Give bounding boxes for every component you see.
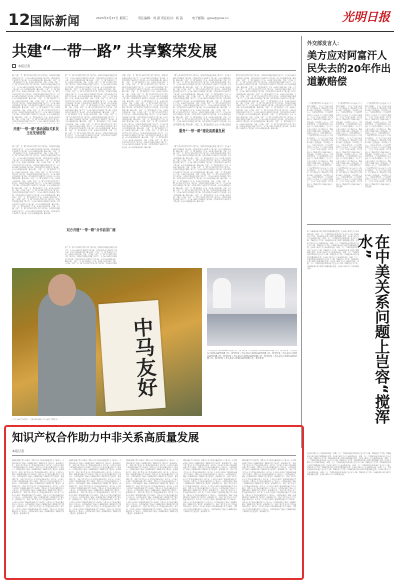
commentary-column-1: 近期，美方一些政客频频在涉华问题上发表不实言论，企图搅乱中美关系，这种做法既不利于两国关系健康稳定发展，也无助于解决美方自身面临的问题。 近期，美方一些政客频频在涉华问题上发表不实言论，企图搅乱中美关系，这种做法既不利于两国关系健康稳定发展，也无助于解决美方自身面临的问题。 近期，美方一些政客频频在涉华问题上发表不实言论，企图搅乱中美关系，这种做法既不利于两国关系健康稳定发展，也无助于解决美方自身面临的问题。 近期，美方一些政客频频在涉华问题上发表不实言论，企图搅乱中美关系，这种做法既不利于两国关系健康稳定发展，也无助于解决美方自身面临的问题。 近期，美方一些政客频频在涉华问题上发表不实言论，企图搅乱中美关系，这种做法既不利于两国关系健康稳定发展，也无助于解决美方自身面临的问题。 近期，美方一些政客频频在涉华问题上发表不实言论，企图搅乱中美关系，这种做法既不利于两国关系健康稳定发展，也无助于解决美方自身面临的问题。 近期，美方一些政客频频在涉华问题上发表不实言论，企图搅乱中美关系，这种做法既不利于两国关系健康稳定发展，也无助于解决美方自身面临的问题。 近期，美方一些政客频频在涉华问题上发表不实言论，企图搅乱中美关系，这种做法既不利于两国关系健康稳定发展，也无助于解决美方自身面临的问题。 (307, 230, 359, 271)
lead-headline: 共建“一带一路” 共享繁荣发展 (12, 42, 217, 60)
feature-column-4: 知识产权合作是中非合作的重要组成部分。近年来，中非双方在知识产权领域的交流合作日益密切，为推动中非关系高质量发展注入了新动力。中国国家知识产权局与非洲地区知识产权组织开展了多层次、多领域的合作。 知识产权合作是中非合作的重要组成部分。近年来，中非双方在知识产权领域的交流合作日益密切，为推动中非关系高质量发展注入了新动力。中国国家知识产权局与非洲地区知识产权组织开展了多层次、多领域的合作。 知识产权合作是中非合作的重要组成部分。近年来，中非双方在知识产权领域的交流合作日益密切，为推动中非关系高质量发展注入了新动力。中国国家知识产权局与非洲地区知识产权组织开展了多层次、多领域的合作。 知识产权合作是中非合作的重要组成部分。近年来，中非双方在知识产权领域的交流合作日益密切，为推动中非关系高质量发展注入了新动力。中国国家知识产权局与非洲地区知识产权组织开展了多层次、多领域的合作。 知识产权合作是中非合作的重要组成部分。近年来，中非双方在知识产权领域的交流合作日益密切，为推动中非关系高质量发展注入了新动力。中国国家知识产权局与非洲地区知识产权组织开展了多层次、多领域的合作。 知识产权合作是中非合作的重要组成部分。近年来，中非双方在知识产权领域的交流合作日益密切，为推动中非关系高质量发展注入了新动力。中国国家知识产权局与非洲地区知识产权组织开展了多层次、多领域的合作。 知识产权合作是中非合作的重要组成部分。近年来，中非双方在知识产权领域的交流合作日益密切，为推动中非关系高质量发展注入了新动力。中国国家知识产权局与非洲地区知识产权组织开展了多层次、多领域的合作。 知识产权合作是中非合作的重要组成部分。近年来，中非双方在知识产权领域的交流合作日益密切，为推动中非关系高质量发展注入了新动力。中国国家知识产权局与非洲地区知识产权组织开展了多层次、多领域的合作。 (183, 459, 237, 513)
lead-column-4b: 共建“一带一路”倡议提出十年来，从亚欧大陆到非洲、美洲、大洋洲，共建“一带一路”为世界经济增长开辟了新空间，为国际贸易和投资搭建了新平台，为完善全球经济治理拓展了新实践，为增进各国民生福祉作出了新贡献，成为共同的机遇之路、繁荣之路。 共建“一带一路”倡议提出十年来，从亚欧大陆到非洲、美洲、大洋洲，共建“一带一路”为世界经济增长开辟了新空间，为国际贸易和投资搭建了新平台，为完善全球经济治理拓展了新实践，为增进各国民生福祉作出了新贡献，成为共同的机遇之路、繁荣之路。 共建“一带一路”倡议提出十年来，从亚欧大陆到非洲、美洲、大洋洲，共建“一带一路”为世界经济增长开辟了新空间，为国际贸易和投资搭建了新平台，为完善全球经济治理拓展了新实践，为增进各国民生福祉作出了新贡献，成为共同的机遇之路、繁荣之路。 共建“一带一路”倡议提出十年来，从亚欧大陆到非洲、美洲、大洋洲，共建“一带一路”为世界经济增长开辟了新空间，为国际贸易和投资搭建了新平台，为完善全球经济治理拓展了新实践，为增进各国民生福祉作出了新贡献，成为共同的机遇之路、繁荣之路。 共建“一带一路”倡议提出十年来，从亚欧大陆到非洲、美洲、大洋洲，共建“一带一路”为世界经济增长开辟了新空间，为国际贸易和投资搭建了新平台，为完善全球经济治理拓展了新实践，为增进各国民生福祉作出了新贡献，成为共同的机遇之路、繁荣之路。 共建“一带一路”倡议提出十年来，从亚欧大陆到非洲、美洲、大洋洲，共建“一带一路”为世界经济增长开辟了新空间，为国际贸易和投资搭建了新平台，为完善全球经济治理拓展了新实践，为增进各国民生福祉作出了新贡献，成为共同的机遇之路、繁荣之路。 共建“一带一路”倡议提出十年来，从亚欧大陆到非洲、美洲、大洋洲，共建“一带一路”为世界经济增长开辟了新空间，为国际贸易和投资搭建了新平台，为完善全球经济治理拓展了新实践，为增进各国民生福祉作出了新贡献，成为共同的机遇之路、繁荣之路。 共建“一带一路”倡议提出十年来，从亚欧大陆到非洲、美洲、大洋洲，共建“一带一路”为世界经济增长开辟了新空间，为国际贸易和投资搭建了新平台，为完善全球经济治理拓展了新实践，为增进各国民生福祉作出了新贡献，成为共同的机遇之路、繁荣之路。 (173, 145, 231, 204)
editor-line: 责任编辑：刘 颖 责任校对：杨 茜 (138, 16, 183, 20)
person-head (48, 274, 76, 306)
lead-subhead-3: 双方共建“一带一路”合作前景广阔 (66, 228, 116, 232)
masthead-divider (6, 31, 394, 32)
lab-worker-1 (213, 278, 231, 308)
photo-lab (207, 268, 297, 346)
lead-byline: 本报记者 (12, 64, 30, 68)
lead-column-2b: 共建“一带一路”倡议提出十年来，从亚欧大陆到非洲、美洲、大洋洲，共建“一带一路”为世界经济增长开辟了新空间，为国际贸易和投资搭建了新平台，为完善全球经济治理拓展了新实践，为增进各国民生福祉作出了新贡献，成为共同的机遇之路、繁荣之路。 共建“一带一路”倡议提出十年来，从亚欧大陆到非洲、美洲、大洋洲，共建“一带一路”为世界经济增长开辟了新空间，为国际贸易和投资搭建了新平台，为完善全球经济治理拓展了新实践，为增进各国民生福祉作出了新贡献，成为共同的机遇之路、繁荣之路。 共建“一带一路”倡议提出十年来，从亚欧大陆到非洲、美洲、 (65, 246, 117, 264)
feature-column-3: 知识产权合作是中非合作的重要组成部分。近年来，中非双方在知识产权领域的交流合作日益密切，为推动中非关系高质量发展注入了新动力。中国国家知识产权局与非洲地区知识产权组织开展了多层次、多领域的合作。 知识产权合作是中非合作的重要组成部分。近年来，中非双方在知识产权领域的交流合作日益密切，为推动中非关系高质量发展注入了新动力。中国国家知识产权局与非洲地区知识产权组织开展了多层次、多领域的合作。 知识产权合作是中非合作的重要组成部分。近年来，中非双方在知识产权领域的交流合作日益密切，为推动中非关系高质量发展注入了新动力。中国国家知识产权局与非洲地区知识产权组织开展了多层次、多领域的合作。 知识产权合作是中非合作的重要组成部分。近年来，中非双方在知识产权领域的交流合作日益密切，为推动中非关系高质量发展注入了新动力。中国国家知识产权局与非洲地区知识产权组织开展了多层次、多领域的合作。 知识产权合作是中非合作的重要组成部分。近年来，中非双方在知识产权领域的交流合作日益密切，为推动中非关系高质量发展注入了新动力。中国国家知识产权局与非洲地区知识产权组织开展了多层次、多领域的合作。 知识产权合作是中非合作的重要组成部分。近年来，中非双方在知识产权领域的交流合作日益密切，为推动中非关系高质量发展注入了新动力。中国国家知识产权局与非洲地区知识产权组织开展了多层次、多领域的合作。 知识产权合作是中非合作的重要组成部分。近年来，中非双方在知识产权领域的交流合作日益密切，为推动中非关系高质量发展注入了新动力。中国国家知识产权局与非洲地区知识产权组织开展了多层次、多领域的合作。 知识产权合作是中非合作的重要组成部分。近年来，中非双方在知识产权领域的交流合作日益密切，为推动中非关系高质量发展注入了新动力。中国国家知识产权局与非洲地区知识产权组织开展了多层次、多领域的合作。 (126, 459, 178, 516)
lead-column-1b: 共建“一带一路”倡议提出十年来，从亚欧大陆到非洲、美洲、大洋洲，共建“一带一路”为世界经济增长开辟了新空间，为国际贸易和投资搭建了新平台，为完善全球经济治理拓展了新实践，为增进各国民生福祉作出了新贡献，成为共同的机遇之路、繁荣之路。 共建“一带一路”倡议提出十年来，从亚欧大陆到非洲、美洲、大洋洲，共建“一带一路”为世界经济增长开辟了新空间，为国际贸易和投资搭建了新平台，为完善全球经济治理拓展了新实践，为增进各国民生福祉作出了新贡献，成为共同的机遇之路、繁荣之路。 共建“一带一路”倡议提出十年来，从亚欧大陆到非洲、美洲、大洋洲，共建“一带一路”为世界经济增长开辟了新空间，为国际贸易和投资搭建了新平台，为完善全球经济治理拓展了新实践，为增进各国民生福祉作出了新贡献，成为共同的机遇之路、繁荣之路。 共建“一带一路”倡议提出十年来，从亚欧大陆到非洲、美洲、大洋洲，共建“一带一路”为世界经济增长开辟了新空间，为国际贸易和投资搭建了新平台，为完善全球经济治理拓展了新实践，为增进各国民生福祉作出了新贡献，成为共同的机遇之路、繁荣之路。 共建“一带一路”倡议提出十年来，从亚欧大陆到非洲、美洲、大洋洲，共建“一带一路”为世界经济增长开辟了新空间，为国际贸易和投资搭建了新平台，为完善全球经济治理拓展了新实践，为增进各国民生福祉作出了新贡献，成为共同的机遇之路、繁荣之路。 共建“一带一路”倡议提出十年来，从亚欧大陆到非洲、美洲、大洋洲，共建“一带一路”为世界经济增长开辟了新空间，为国际贸易和投资搭建了新平台，为完善全球经济治理拓展了新实践，为增进各国民生福祉作出了新贡献，成为共同的机遇之路、繁荣之路。 共建“一带一路”倡议提出十年来，从亚欧大陆到非洲、美洲、大洋洲，共建“一带一路”为世界经济增长开辟了新空间，为国际贸易和投资搭建了新平台，为完善全球经济治理拓展了新实践，为增进各国民生福祉作出了新贡献，成为共同的机遇之路、繁荣之路。 共建“一带一路”倡议提出十年来，从亚欧大陆到非洲、美洲、大洋洲，共建“一带一路”为世界经济增长开辟了新空间，为国际贸易和投资搭建了新平台，为完善全球经济治理拓展了新实践，为增进各国民生福祉作出了新贡献，成为共同的机遇之路、繁荣之路。 (12, 145, 60, 215)
contact-line: 电子邮箱：gjxw@gmw.cn (192, 16, 229, 20)
feature-column-1: 知识产权合作是中非合作的重要组成部分。近年来，中非双方在知识产权领域的交流合作日益密切，为推动中非关系高质量发展注入了新动力。中国国家知识产权局与非洲地区知识产权组织开展了多层次、多领域的合作。 知识产权合作是中非合作的重要组成部分。近年来，中非双方在知识产权领域的交流合作日益密切，为推动中非关系高质量发展注入了新动力。中国国家知识产权局与非洲地区知识产权组织开展了多层次、多领域的合作。 知识产权合作是中非合作的重要组成部分。近年来，中非双方在知识产权领域的交流合作日益密切，为推动中非关系高质量发展注入了新动力。中国国家知识产权局与非洲地区知识产权组织开展了多层次、多领域的合作。 知识产权合作是中非合作的重要组成部分。近年来，中非双方在知识产权领域的交流合作日益密切，为推动中非关系高质量发展注入了新动力。中国国家知识产权局与非洲地区知识产权组织开展了多层次、多领域的合作。 知识产权合作是中非合作的重要组成部分。近年来，中非双方在知识产权领域的交流合作日益密切，为推动中非关系高质量发展注入了新动力。中国国家知识产权局与非洲地区知识产权组织开展了多层次、多领域的合作。 知识产权合作是中非合作的重要组成部分。近年来，中非双方在知识产权领域的交流合作日益密切，为推动中非关系高质量发展注入了新动力。中国国家知识产权局与非洲地区知识产权组织开展了多层次、多领域的合作。 知识产权合作是中非合作的重要组成部分。近年来，中非双方在知识产权领域的交流合作日益密切，为推动中非关系高质量发展注入了新动力。中国国家知识产权局与非洲地区知识产权组织开展了多层次、多领域的合作。 知识产权合作是中非合作的重要组成部分。近年来，中非双方在知识产权领域的交流合作日益密切，为推动中非关系高质量发展注入了新动力。中国国家知识产权局与非洲地区知识产权组织开展了多层次、多领域的合作。 (12, 459, 64, 516)
calligraphy-text: 中马友好 (129, 316, 159, 399)
lab-worker-2 (265, 274, 285, 308)
feature-headline: 知识产权合作助力中非关系高质量发展 (12, 431, 199, 444)
lead-column-5: 共建“一带一路”倡议提出十年来，从亚欧大陆到非洲、美洲、大洋洲，共建“一带一路”为世界经济增长开辟了新空间，为国际贸易和投资搭建了新平台，为完善全球经济治理拓展了新实践，为增进各国民生福祉作出了新贡献，成为共同的机遇之路、繁荣之路。 共建“一带一路”倡议提出十年来，从亚欧大陆到非洲、美洲、大洋洲，共建“一带一路”为世界经济增长开辟了新空间，为国际贸易和投资搭建了新平台，为完善全球经济治理拓展了新实践，为增进各国民生福祉作出了新贡献，成为共同的机遇之路、繁荣之路。 共建“一带一路”倡议提出十年来，从亚欧大陆到非洲、美洲、大洋洲，共建“一带一路”为世界经济增长开辟了新空间，为国际贸易和投资搭建了新平台，为完善全球经济治理拓展了新实践，为增进各国民生福祉作出了新贡献，成为共同的机遇之路、繁荣之路。 共建“一带一路”倡议提出十年来，从亚欧大陆到非洲、美洲、大洋洲，共建“一带一路”为世界经济增长开辟了新空间，为国际贸易和投资搭建了新平台，为完善全球经济治理拓展了新实践，为增进各国民生福祉作出了新贡献，成为共同的机遇之路、繁荣之路。 共建“一带一路”倡议提出十年来，从亚欧大陆到非洲、美洲、大洋洲，共建“一带一路”为世界经济增长开辟了新空间，为国际贸易和投资搭建了新平台，为完善全球经济治理拓展了新实践，为增进各国民生福祉作出了新贡献，成为共同的机遇之路、繁荣之路。 共建“一带一路”倡议提出十年来，从亚欧大陆到非洲、美洲、大洋洲，共建“一带一路”为世界经济增长开辟了新空间，为国际贸易和投资搭建了新平台，为完善全球经济治理拓展了新实践，为增进各国民生福祉作出了新贡献，成为共同的机遇之路、繁荣之路。 共建“一带一路”倡议提出十年来，从亚欧大陆到非洲、美洲、大洋洲，共建“一带一路”为世界经济增长开辟了新空间，为国际贸易和投资搭建了新平台，为完善全球经济治理拓展了新实践，为增进各国民生福祉作出了新贡献，成为共同的机遇之路、繁荣之路。 共建“一带一路”倡议提出十年来，从亚欧大陆到非洲、美洲、大洋洲，共建“一带一路”为世界经济增长开辟了新空间，为国际贸易和投资搭建了新平台，为完善全球经济治理拓展了新实践，为增进各国民生福祉作出了新贡献，成为共同的机遇之路、繁荣之路。 (236, 74, 296, 131)
sidebar-column-3: 外交部发言人表示，美国在阿富汗的二十年战争给阿富汗人民造成了巨大的伤害和损失，美方应当正视自身责任，切实采取行动，帮助阿富汗实现和平稳定与发展重建。 外交部发言人表示，美国在阿富汗的二十年战争给阿富汗人民造成了巨大的伤害和损失，美方应当正视自身责任，切实采取行动，帮助阿富汗实现和平稳定与发展重建。 外交部发言人表示，美国在阿富汗的二十年战争给阿富汗人民造成了巨大的伤害和损失，美方应当正视自身责任，切实采取行动，帮助阿富汗实现和平稳定与发展重建。 外交部发言人表示，美国在阿富汗的二十年战争给阿富汗人民造成了巨大的伤害和损失，美方应当正视自身责任，切实采取行动，帮助阿富汗实现和平稳定与发展重建。 外交部发言人表示，美国在阿富汗的二十年战争给阿富汗人民造成了巨大的伤害和损失，美方应当正视自身责任，切实采取行动，帮助阿富汗实现和平稳定与发展重建。 外交部发言人表示，美国在阿富汗的二十年战争给阿富汗人民造成了巨大的伤害和损失，美方应当正视自身责任，切实采取行动，帮助阿富汗实现和平稳定与发展重建。 外交部发言人表示，美国在阿富汗的二十年战争给阿富汗人民造成了巨大的伤害和损失，美方应当正视自身责任，切实采取行动，帮助阿富汗实现和平稳定与发展重建。 外交部发言人表示，美国在阿富汗的二十年战争给阿富汗人民造成了巨大的伤害和损失，美方应当正视自身责任，切实采取行动，帮助阿富汗实现和平稳定与发展重建。 (365, 102, 391, 188)
photo-right-caption: 工作人员在实验室内进行检测工作。新华社发 工作人员在实验室内进行检测工作。新华社发 工作人员在实验室内进行检测工作。新华社发 工作人员在实验室内进行检测工作。新华社发 工作人员在实验室内进行检测工作。新华社发 工作人员在实验室内进行检测工作。新华社发 工作人员在实验室内进行检测工作。新华社发 工作人员在实验室内进行检测工作。新华社发 (207, 350, 297, 361)
masthead (6, 6, 394, 32)
feature-byline: 本报记者 (12, 449, 25, 453)
lead-column-3: 共建“一带一路”倡议提出十年来，从亚欧大陆到非洲、美洲、大洋洲，共建“一带一路”为世界经济增长开辟了新空间，为国际贸易和投资搭建了新平台，为完善全球经济治理拓展了新实践，为增进各国民生福祉作出了新贡献，成为共同的机遇之路、繁荣之路。 共建“一带一路”倡议提出十年来，从亚欧大陆到非洲、美洲、大洋洲，共建“一带一路”为世界经济增长开辟了新空间，为国际贸易和投资搭建了新平台，为完善全球经济治理拓展了新实践，为增进各国民生福祉作出了新贡献，成为共同的机遇之路、繁荣之路。 共建“一带一路”倡议提出十年来，从亚欧大陆到非洲、美洲、大洋洲，共建“一带一路”为世界经济增长开辟了新空间，为国际贸易和投资搭建了新平台，为完善全球经济治理拓展了新实践，为增进各国民生福祉作出了新贡献，成为共同的机遇之路、繁荣之路。 共建“一带一路”倡议提出十年来，从亚欧大陆到非洲、美洲、大洋洲，共建“一带一路”为世界经济增长开辟了新空间，为国际贸易和投资搭建了新平台，为完善全球经济治理拓展了新实践，为增进各国民生福祉作出了新贡献，成为共同的机遇之路、繁荣之路。 共建“一带一路”倡议提出十年来，从亚欧大陆到非洲、美洲、大洋洲，共建“一带一路”为世界经济增长开辟了新空间，为国际贸易和投资搭建了新平台，为完善全球经济治理拓展了新实践，为增进各国民生福祉作出了新贡献，成为共同的机遇之路、繁荣之路。 共建“一带一路”倡议提出十年来，从亚欧大陆到非洲、美洲、大洋洲，共建“一带一路”为世界经济增长开辟了新空间，为国际贸易和投资搭建了新平台，为完善全球经济治理拓展了新实践，为增进各国民生福祉作出了新贡献，成为共同的机遇之路、繁荣之路。 共建“一带一路”倡议提出十年来，从亚欧大陆到非洲、美洲、大洋洲，共建“一带一路”为世界经济增长开辟了新空间，为国际贸易和投资搭建了新平台，为完善全球经济治理拓展了新实践，为增进各国民生福祉作出了新贡献，成为共同的机遇之路、繁荣之路。 共建“一带一路”倡议提出十年来，从亚欧大陆到非洲、美洲、大洋洲，共建“一带一路”为世界经济增长开辟了新空间，为国际贸易和投资搭建了新平台，为完善全球经济治理拓展了新实践，为增进各国民生福祉作出了新贡献，成为共同的机遇之路、繁荣之路。 (122, 74, 168, 149)
byline-icon (12, 64, 16, 68)
commentary-column-2: 近期，美方一些政客频频在涉华问题上发表不实言论，企图搅乱中美关系，这种做法既不利于两国关系健康稳定发展，也无助于解决美方自身面临的问题。 近期，美方一些政客频频在涉华问题上发表不实言论，企图搅乱中美关系，这种做法既不利于两国关系健康稳定发展，也无助于解决美方自身面临的问题。 近期，美方一些政客频频在涉华问题上发表不实言论，企图搅乱中美关系，这种做法既不利于两国关系健康稳定发展，也无助于解决美方自身面临的问题。 近期，美方一些政客频频在涉华问题上发表不实言论，企图搅乱中美关系，这种做法既不利于两国关系健康稳定发展，也无助于解决美方自身面临的问题。 近期，美方一些政客频频在涉华问题上发表不实言论，企图搅乱中美关系，这种做法既不利于两国关系健康稳定发展，也无助于解决美方自身面临的问题。 近期，美方一些政客频频在涉华问题上发表不实言论，企图搅乱中美关系，这种做法既不利于两国关系健康稳定发展，也无助于解决美方自身面临的问题。 近期，美方一些政客频频在涉华问题上发表不实言论，企图搅乱中美关系，这种做法既不利于两国关系健康稳定发展，也无助于解决美方自身面临的问题。 近期，美方一些政客频频在涉华问题上发表不实言论，企图搅乱中美关系，这种做法既不利于两国关系健康稳定发展，也无助于解决美方自身面临的问题。 (307, 452, 391, 476)
lead-column-2a: 共建“一带一路”倡议提出十年来，从亚欧大陆到非洲、美洲、大洋洲，共建“一带一路”为世界经济增长开辟了新空间，为国际贸易和投资搭建了新平台，为完善全球经济治理拓展了新实践，为增进各国民生福祉作出了新贡献，成为共同的机遇之路、繁荣之路。 共建“一带一路”倡议提出十年来，从亚欧大陆到非洲、美洲、大洋洲，共建“一带一路”为世界经济增长开辟了新空间，为国际贸易和投资搭建了新平台，为完善全球经济治理拓展了新实践，为增进各国民生福祉作出了新贡献，成为共同的机遇之路、繁荣之路。 共建“一带一路”倡议提出十年来，从亚欧大陆到非洲、美洲、大洋洲，共建“一带一路”为世界经济增长开辟了新空间，为国际贸易和投资搭建了新平台，为完善全球经济治理拓展了新实践，为增进各国民生福祉作出了新贡献，成为共同的机遇之路、繁荣之路。 共建“一带一路”倡议提出十年来，从亚欧大陆到非洲、美洲、大洋洲，共建“一带一路”为世界经济增长开辟了新空间，为国际贸易和投资搭建了新平台，为完善全球经济治理拓展了新实践，为增进各国民生福祉作出了新贡献，成为共同的机遇之路、繁荣之路。 共建“一带一路”倡议提出十年来，从亚欧大陆到非洲、美洲、大洋洲，共建“一带一路”为世界经济增长开辟了新空间，为国际贸易和投资搭建了新平台，为完善全球经济治理拓展了新实践，为增进各国民生福祉作出了新贡献，成为共同的机遇之路、繁荣之路。 共建“一带一路”倡议提出十年来，从亚欧大陆到非洲、美洲、大洋洲，共建“一带一路”为世界经济增长开辟了新空间，为国际贸易和投资搭建了新平台，为完善全球经济治理拓展了新实践，为增进各国民生福祉作出了新贡献，成为共同的机遇之路、繁荣之路。 共建“一带一路”倡议提出十年来，从亚欧大陆到非洲、美洲、大洋洲，共建“一带一路”为世界经济增长开辟了新空间，为国际贸易和投资搭建了新平台，为完善全球经济治理拓展了新实践，为增进各国民生福祉作出了新贡献，成为共同的机遇之路、繁荣之路。 共建“一带一路”倡议提出十年来，从亚欧大陆到非洲、美洲、大洋洲，共建“一带一路”为世界经济增长开辟了新空间，为国际贸易和投资搭建了新平台，为完善全球经济治理拓展了新实践，为增进各国民生福祉作出了新贡献，成为共同的机遇之路、繁荣之路。 (65, 74, 117, 140)
person-figure (38, 288, 96, 416)
section-title: 国际新闻 (30, 14, 81, 28)
page-number: 12 (8, 10, 31, 29)
lead-subhead-1: 共建“一带一路”推动国际关系民主化发展进程 (13, 127, 59, 135)
commentary-headline: 在中美关系问题上岂容“搅浑水” (356, 234, 391, 424)
lead-column-4a: 共建“一带一路”倡议提出十年来，从亚欧大陆到非洲、美洲、大洋洲，共建“一带一路”为世界经济增长开辟了新空间，为国际贸易和投资搭建了新平台，为完善全球经济治理拓展了新实践，为增进各国民生福祉作出了新贡献，成为共同的机遇之路、繁荣之路。 共建“一带一路”倡议提出十年来，从亚欧大陆到非洲、美洲、大洋洲，共建“一带一路”为世界经济增长开辟了新空间，为国际贸易和投资搭建了新平台，为完善全球经济治理拓展了新实践，为增进各国民生福祉作出了新贡献，成为共同的机遇之路、繁荣之路。 共建“一带一路”倡议提出十年来，从亚欧大陆到非洲、美洲、大洋洲，共建“一带一路”为世界经济增长开辟了新空间，为国际贸易和投资搭建了新平台，为完善全球经济治理拓展了新实践，为增进各国民生福祉作出了新贡献，成为共同的机遇之路、繁荣之路。 共建“一带一路”倡议提出十年来，从亚欧大陆到非洲、美洲、大洋洲，共建“一带一路”为世界经济增长开辟了新空间，为国际贸易和投资搭建了新平台，为完善全球经济治理拓展了新实践，为增进各国民生福祉作出了新贡献，成为共同的机遇之路、繁荣之路。 共建“一带一路”倡议提出十年来，从亚欧大陆到非洲、美洲、大洋洲，共建“一带一路”为世界经济增长开辟了新空间，为国际贸易和投资搭建了新平台，为完善全球经济治理拓展了新实践，为增进各国民生福祉作出了新贡献，成为共同的机遇之路、繁荣之路。 共建“一带一路”倡议提出十年来，从亚欧大陆到非洲、美洲、大洋洲，共建“一带一路”为世界经济增长开辟了新空间，为国际贸易和投资搭建了新平台，为完善全球经济治理拓展了新实践，为增进各国民生福祉作出了新贡献，成为共同的机遇之路、繁荣之路。 共建“一带一路”倡议提出十年来，从亚欧大陆到非洲、美洲、大洋洲，共建“一带一路”为世界经济增长开辟了新空间，为国际贸易和投资搭建了新平台，为完善全球经济治理拓展了新实践，为增进各国民生福祉作出了新贡献，成为共同的机遇之路、繁荣之路。 共建“一带一路”倡议提出十年来，从亚欧大陆到非 (173, 74, 231, 126)
brand-logo: 光明日报 (342, 10, 391, 24)
sidebar-column-2: 外交部发言人表示，美国在阿富汗的二十年战争给阿富汗人民造成了巨大的伤害和损失，美方应当正视自身责任，切实采取行动，帮助阿富汗实现和平稳定与发展重建。 外交部发言人表示，美国在阿富汗的二十年战争给阿富汗人民造成了巨大的伤害和损失，美方应当正视自身责任，切实采取行动，帮助阿富汗实现和平稳定与发展重建。 外交部发言人表示，美国在阿富汗的二十年战争给阿富汗人民造成了巨大的伤害和损失，美方应当正视自身责任，切实采取行动，帮助阿富汗实现和平稳定与发展重建。 外交部发言人表示，美国在阿富汗的二十年战争给阿富汗人民造成了巨大的伤害和损失，美方应当正视自身责任，切实采取行动，帮助阿富汗实现和平稳定与发展重建。 外交部发言人表示，美国在阿富汗的二十年战争给阿富汗人民造成了巨大的伤害和损失，美方应当正视自身责任，切实采取行动，帮助阿富汗实现和平稳定与发展重建。 外交部发言人表示，美国在阿富汗的二十年战争给阿富汗人民造成了巨大的伤害和损失，美方应当正视自身责任，切实采取行动，帮助阿富汗实现和平稳定与发展重建。 外交部发言人表示，美国在阿富汗的二十年战争给阿富汗人民造成了巨大的伤害和损失，美方应当正视自身责任，切实采取行动，帮助阿富汗实现和平稳定与发展重建。 外交部发言人表示，美国在阿富汗的二十年战争给阿富汗人民造成了巨大的伤害和损失，美方应当正视自身责任，切实采取行动，帮助阿富汗实现和平稳定与发展重建。 (336, 102, 362, 188)
feature-column-5: 知识产权合作是中非合作的重要组成部分。近年来，中非双方在知识产权领域的交流合作日益密切，为推动中非关系高质量发展注入了新动力。中国国家知识产权局与非洲地区知识产权组织开展了多层次、多领域的合作。 知识产权合作是中非合作的重要组成部分。近年来，中非双方在知识产权领域的交流合作日益密切，为推动中非关系高质量发展注入了新动力。中国国家知识产权局与非洲地区知识产权组织开展了多层次、多领域的合作。 知识产权合作是中非合作的重要组成部分。近年来，中非双方在知识产权领域的交流合作日益密切，为推动中非关系高质量发展注入了新动力。中国国家知识产权局与非洲地区知识产权组织开展了多层次、多领域的合作。 知识产权合作是中非合作的重要组成部分。近年来，中非双方在知识产权领域的交流合作日益密切，为推动中非关系高质量发展注入了新动力。中国国家知识产权局与非洲地区知识产权组织开展了多层次、多领域的合作。 知识产权合作是中非合作的重要组成部分。近年来，中非双方在知识产权领域的交流合作日益密切，为推动中非关系高质量发展注入了新动力。中国国家知识产权局与非洲地区知识产权组织开展了多层次、多领域的合作。 知识产权合作是中非合作的重要组成部分。近年来，中非双方在知识产权领域的交流合作日益密切，为推动中非关系高质量发展注入了新动力。中国国家知识产权局与非洲地区知识产权组织开展了多层次、多领域的合作。 知识产权合作是中非合作的重要组成部分。近年来，中非双方在知识产权领域的交流合作日益密切，为推动中非关系高质量发展注入了新动力。中国国家知识产权局与非洲地区知识产权组织开展了多层次、多领域的合作。 知识产权合作是中非合作的重要组成部分。近年来，中非双方在知识产权领域的交流合作日益密切，为推动中非关系高质量发展注入了新动力。中国国家知识产权局与非洲地区知识产权组织开展了多层次、多领域的合作。 (242, 459, 296, 513)
lab-bench (207, 314, 297, 346)
photo-calligraphy (12, 268, 202, 416)
lead-subhead-2: 服务“一带一路”建设高质量发展 (179, 129, 225, 133)
sidebar-column-1: 外交部发言人表示，美国在阿富汗的二十年战争给阿富汗人民造成了巨大的伤害和损失，美方应当正视自身责任，切实采取行动，帮助阿富汗实现和平稳定与发展重建。 外交部发言人表示，美国在阿富汗的二十年战争给阿富汗人民造成了巨大的伤害和损失，美方应当正视自身责任，切实采取行动，帮助阿富汗实现和平稳定与发展重建。 外交部发言人表示，美国在阿富汗的二十年战争给阿富汗人民造成了巨大的伤害和损失，美方应当正视自身责任，切实采取行动，帮助阿富汗实现和平稳定与发展重建。 外交部发言人表示，美国在阿富汗的二十年战争给阿富汗人民造成了巨大的伤害和损失，美方应当正视自身责任，切实采取行动，帮助阿富汗实现和平稳定与发展重建。 外交部发言人表示，美国在阿富汗的二十年战争给阿富汗人民造成了巨大的伤害和损失，美方应当正视自身责任，切实采取行动，帮助阿富汗实现和平稳定与发展重建。 外交部发言人表示，美国在阿富汗的二十年战争给阿富汗人民造成了巨大的伤害和损失，美方应当正视自身责任，切实采取行动，帮助阿富汗实现和平稳定与发展重建。 外交部发言人表示，美国在阿富汗的二十年战争给阿富汗人民造成了巨大的伤害和损失，美方应当正视自身责任，切实采取行动，帮助阿富汗实现和平稳定与发展重建。 外交部发言人表示，美国在阿富汗的二十年战争给阿富汗人民造成了巨大的伤害和损失，美方应当正视自身责任，切实采取行动，帮助阿富汗实现和平稳定与发展重建。 (307, 102, 333, 188)
photo-left-caption: 马来西亚民众展示“中马友好”书法作品。 马来西亚民众展示“中马友好”书法作品。 马来西亚民众展示“中马友好”书法作品。 马来西亚民众展示“中马友好”书法作品。 马来西亚民众展示“中马友好”书法作品。 马来西亚民众展示“中马友好”书法作品。 马来西亚民众展示“中马友好”书法作品。 马来西亚民众展示“中马友好”书法作品。 (12, 418, 202, 422)
date-line: 2023年4月27日 星期三 (96, 16, 129, 20)
sidebar-headline: 美方应对阿富汗人民失去的20年作出道歉赔偿 (307, 51, 391, 88)
lead-column-1a: 共建“一带一路”倡议提出十年来，从亚欧大陆到非洲、美洲、大洋洲，共建“一带一路”为世界经济增长开辟了新空间，为国际贸易和投资搭建了新平台，为完善全球经济治理拓展了新实践，为增进各国民生福祉作出了新贡献，成为共同的机遇之路、繁荣之路。 共建“一带一路”倡议提出十年来，从亚欧大陆到非洲、美洲、大洋洲，共建“一带一路”为世界经济增长开辟了新空间，为国际贸易和投资搭建了新平台，为完善全球经济治理拓展了新实践，为增进各国民生福祉作出了新贡献，成为共同的机遇之路、繁荣之路。 共建“一带一路”倡议提出十年来，从亚欧大陆到非洲、美洲、大洋洲，共建“一带一路”为世界经济增长开辟了新空间，为国际贸易和投资搭建了新平台，为完善全球经济治理拓展了新实践，为增进各国民生福祉作出了新贡献，成为共同的机遇之路、繁荣之路。 共建“一带一路”倡议提出十年来，从亚欧大陆到非洲、美洲、大洋洲，共建“一带一路”为世界经济增长开辟了新空间，为国际贸易和投资搭建了新平台，为完善全球经济治理拓展了新实践，为增进各国民生福祉作出了新贡献，成为共同的机遇之路、繁荣之路。 共建“一带一路”倡议提出十年来，从亚欧大陆到非洲、美洲、大洋洲，共建“一带一路”为世界经济增长开辟了新空间，为国际贸易和投资搭建了新平台，为完善全球经济治理拓展了新实践，为增进各国民生福祉作出了新贡献，成为共同的机遇之路、繁荣之路。 共建“一带一路”倡议提出十年来，从亚欧大陆到非洲、美洲、大洋洲，共建“一带一路”为世界经济增长开辟了新空间，为国际贸易和投资搭建了新平台，为完善全球经济治理拓展了新实 (12, 74, 60, 124)
feature-column-2: 知识产权合作是中非合作的重要组成部分。近年来，中非双方在知识产权领域的交流合作日益密切，为推动中非关系高质量发展注入了新动力。中国国家知识产权局与非洲地区知识产权组织开展了多层次、多领域的合作。 知识产权合作是中非合作的重要组成部分。近年来，中非双方在知识产权领域的交流合作日益密切，为推动中非关系高质量发展注入了新动力。中国国家知识产权局与非洲地区知识产权组织开展了多层次、多领域的合作。 知识产权合作是中非合作的重要组成部分。近年来，中非双方在知识产权领域的交流合作日益密切，为推动中非关系高质量发展注入了新动力。中国国家知识产权局与非洲地区知识产权组织开展了多层次、多领域的合作。 知识产权合作是中非合作的重要组成部分。近年来，中非双方在知识产权领域的交流合作日益密切，为推动中非关系高质量发展注入了新动力。中国国家知识产权局与非洲地区知识产权组织开展了多层次、多领域的合作。 知识产权合作是中非合作的重要组成部分。近年来，中非双方在知识产权领域的交流合作日益密切，为推动中非关系高质量发展注入了新动力。中国国家知识产权局与非洲地区知识产权组织开展了多层次、多领域的合作。 知识产权合作是中非合作的重要组成部分。近年来，中非双方在知识产权领域的交流合作日益密切，为推动中非关系高质量发展注入了新动力。中国国家知识产权局与非洲地区知识产权组织开展了多层次、多领域的合作。 知识产权合作是中非合作的重要组成部分。近年来，中非双方在知识产权领域的交流合作日益密切，为推动中非关系高质量发展注入了新动力。中国国家知识产权局与非洲地区知识产权组织开展了多层次、多领域的合作。 知识产权合作是中非合作的重要组成部分。近年来，中非双方在知识产权领域的交流合作日益密切，为推动中非关系高质量发展注入了新动力。中国国家知识产权局与非洲地区知识产权组织开展了多层次、多领域的合作。 (69, 459, 121, 516)
sidebar-kicker: 外交部发言人： (307, 41, 343, 47)
